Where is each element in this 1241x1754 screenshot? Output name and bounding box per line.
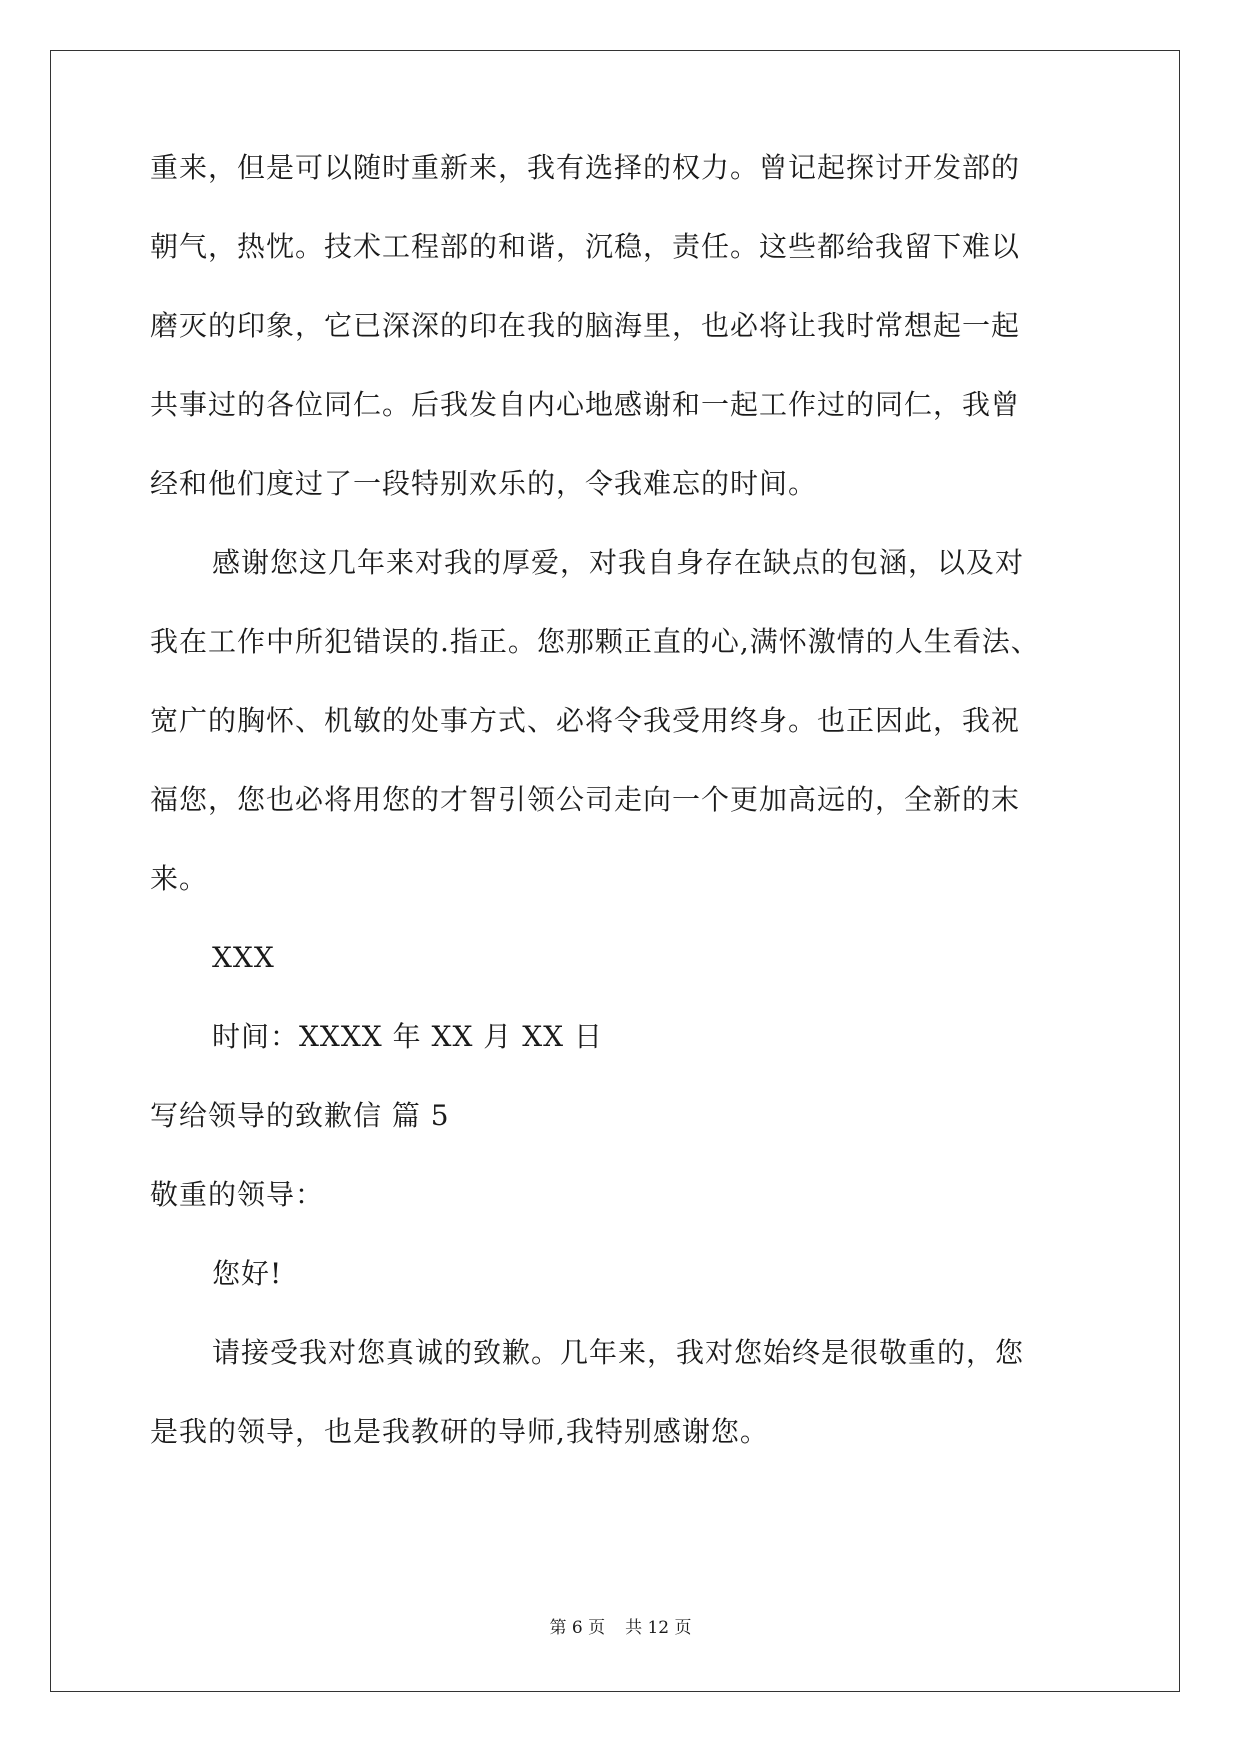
salutation: 敬重的领导： (150, 1178, 325, 1211)
text-line: 磨灭的印象，它已深深的印在我的脑海里，也必将让我时常想起一起 (150, 309, 1021, 342)
paragraph-start-line: 感谢您这几年来对我的厚爱，对我自身存在缺点的包涵，以及对 (212, 546, 1025, 579)
text-line: 朝气，热忱。技术工程部的和谐，沉稳，责任。这些都给我留下难以 (150, 230, 1021, 263)
text-line: 共事过的各位同仁。后我发自内心地感谢和一起工作过的同仁，我曾 (150, 388, 1021, 421)
paragraph-start-line: 请接受我对您真诚的致歉。几年来，我对您始终是很敬重的，您 (212, 1336, 1025, 1369)
signature-date: 时间：XXXX 年 XX 月 XX 日 (212, 1020, 603, 1053)
text-line: 是我的领导，也是我教研的导师,我特别感谢您。 (150, 1415, 769, 1448)
page-number-current: 第 6 页 (549, 1618, 606, 1638)
page-number-total: 共 12 页 (625, 1618, 692, 1638)
section-heading: 写给领导的致歉信 篇 5 (150, 1099, 450, 1132)
text-line: 宽广的胸怀、机敏的处事方式、必将令我受用终身。也正因此，我祝 (150, 704, 1021, 737)
text-line: 来。 (150, 862, 209, 895)
text-line: 我在工作中所犯错误的.指正。您那颗正直的心,满怀激情的人生看法、 (150, 625, 1040, 658)
text-line: 福您，您也必将用您的才智引领公司走向一个更加高远的，全新的末 (150, 783, 1021, 816)
text-line: 经和他们度过了一段特别欢乐的，令我难忘的时间。 (150, 467, 818, 500)
signature-name: XXX (212, 941, 275, 974)
page-footer (0, 1617, 1241, 1639)
text-line: 重来，但是可以随时重新来，我有选择的权力。曾记起探讨开发部的 (150, 151, 1021, 184)
greeting: 您好! (212, 1257, 283, 1290)
